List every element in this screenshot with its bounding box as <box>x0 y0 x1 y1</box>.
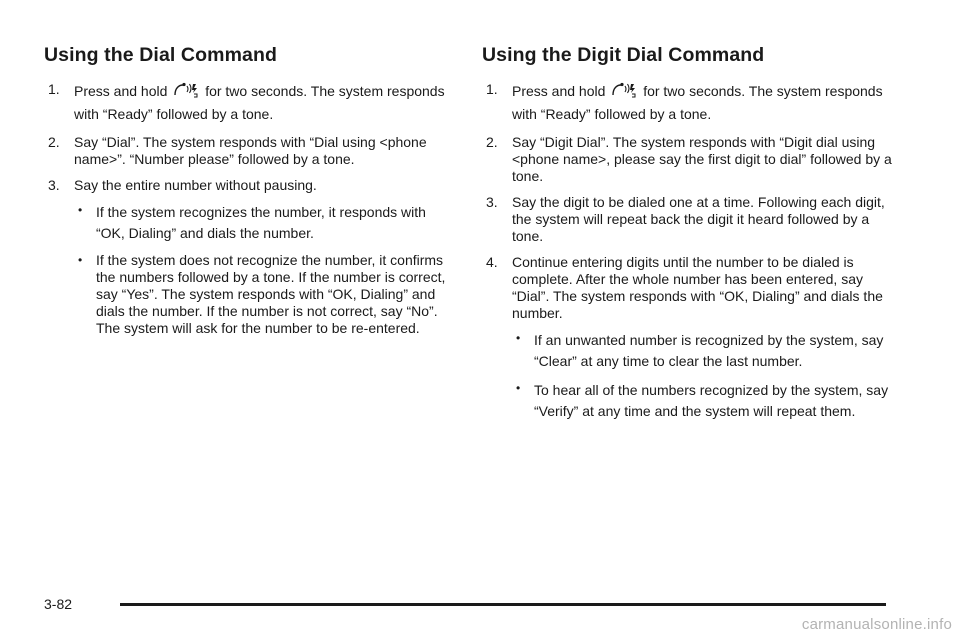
bullet-text: If an unwanted number is recognized by the system, say “Clear” at any time to clear the last number. <box>534 332 884 369</box>
step-text-pre: Press and hold <box>512 83 606 99</box>
bullet-text: To hear all of the numbers recognized by the system, say “Verify” at any time and the system will repeat them. <box>534 382 889 419</box>
step-text: Say “Dial”. The system responds with “Dial using <phone name>”. “Number please” followed by a tone. <box>74 134 427 167</box>
bullet-item <box>512 380 902 422</box>
step-number: 3. <box>486 194 498 210</box>
step-text-post: for two seconds. The system responds with “Ready” followed by a tone. <box>512 83 883 122</box>
step-text: Say the entire number without pausing. <box>74 177 317 193</box>
bullet-text: If the system does not recognize the number, it confirms the numbers followed by a tone. If the number is correct, say “Yes”. The system responds with “OK, Dialing” and dials the number. If the number is not correct, say “No”. The system will ask for the number to be re-entered. <box>96 252 446 336</box>
page-number: 3-82 <box>44 596 73 612</box>
step-number: 4. <box>486 254 498 270</box>
step-1 <box>482 81 902 125</box>
step-number: 2. <box>486 134 498 150</box>
step-text-pre: Press and hold <box>74 83 168 99</box>
bullet-dot-icon: • <box>78 203 83 217</box>
step-2 <box>44 134 454 168</box>
step-text: Say the digit to be dialed one at a time. Following each digit, the system will repeat back the digit it heard followed by a tone. <box>512 194 885 244</box>
step-text: Say “Digit Dial”. The system responds with “Digit dial using <phone name>, please say the first digit to dial” followed by a tone. <box>512 134 892 184</box>
bullet-dot-icon: • <box>516 381 521 395</box>
section-heading-dial-command: Using the Dial Command <box>44 44 277 66</box>
step-1 <box>44 81 454 125</box>
step-3 <box>482 194 902 245</box>
bullet-dot-icon: • <box>78 253 83 267</box>
watermark: carmanualsonline.info <box>801 616 952 633</box>
step-number: 3. <box>48 177 60 193</box>
step-text: Continue entering digits until the number to be dialed is complete. After the whole number has been entered, say “Dial”. The system responds with “OK, Dialing” and dials the number. <box>512 254 883 321</box>
footer-rule <box>120 603 886 606</box>
steering-wheel-voice-button-icon <box>173 82 199 104</box>
step-4 <box>482 254 902 422</box>
step-number: 1. <box>486 81 498 97</box>
section-heading-digit-dial-command: Using the Digit Dial Command <box>482 44 765 66</box>
bullet-text: If the system recognizes the number, it responds with “OK, Dialing” and dials the number. <box>96 204 426 241</box>
bullet-item <box>74 252 454 337</box>
step-3 <box>44 177 454 337</box>
step-number: 2. <box>48 134 60 150</box>
step-text-post: for two seconds. The system responds with “Ready” followed by a tone. <box>74 83 445 122</box>
bullet-item <box>74 202 454 244</box>
bullet-item <box>512 330 902 372</box>
step-2 <box>482 134 902 185</box>
bullet-dot-icon: • <box>516 331 521 345</box>
steering-wheel-voice-button-icon <box>611 82 637 104</box>
step-number: 1. <box>48 81 60 97</box>
left-column <box>44 44 454 346</box>
right-column <box>482 44 902 431</box>
